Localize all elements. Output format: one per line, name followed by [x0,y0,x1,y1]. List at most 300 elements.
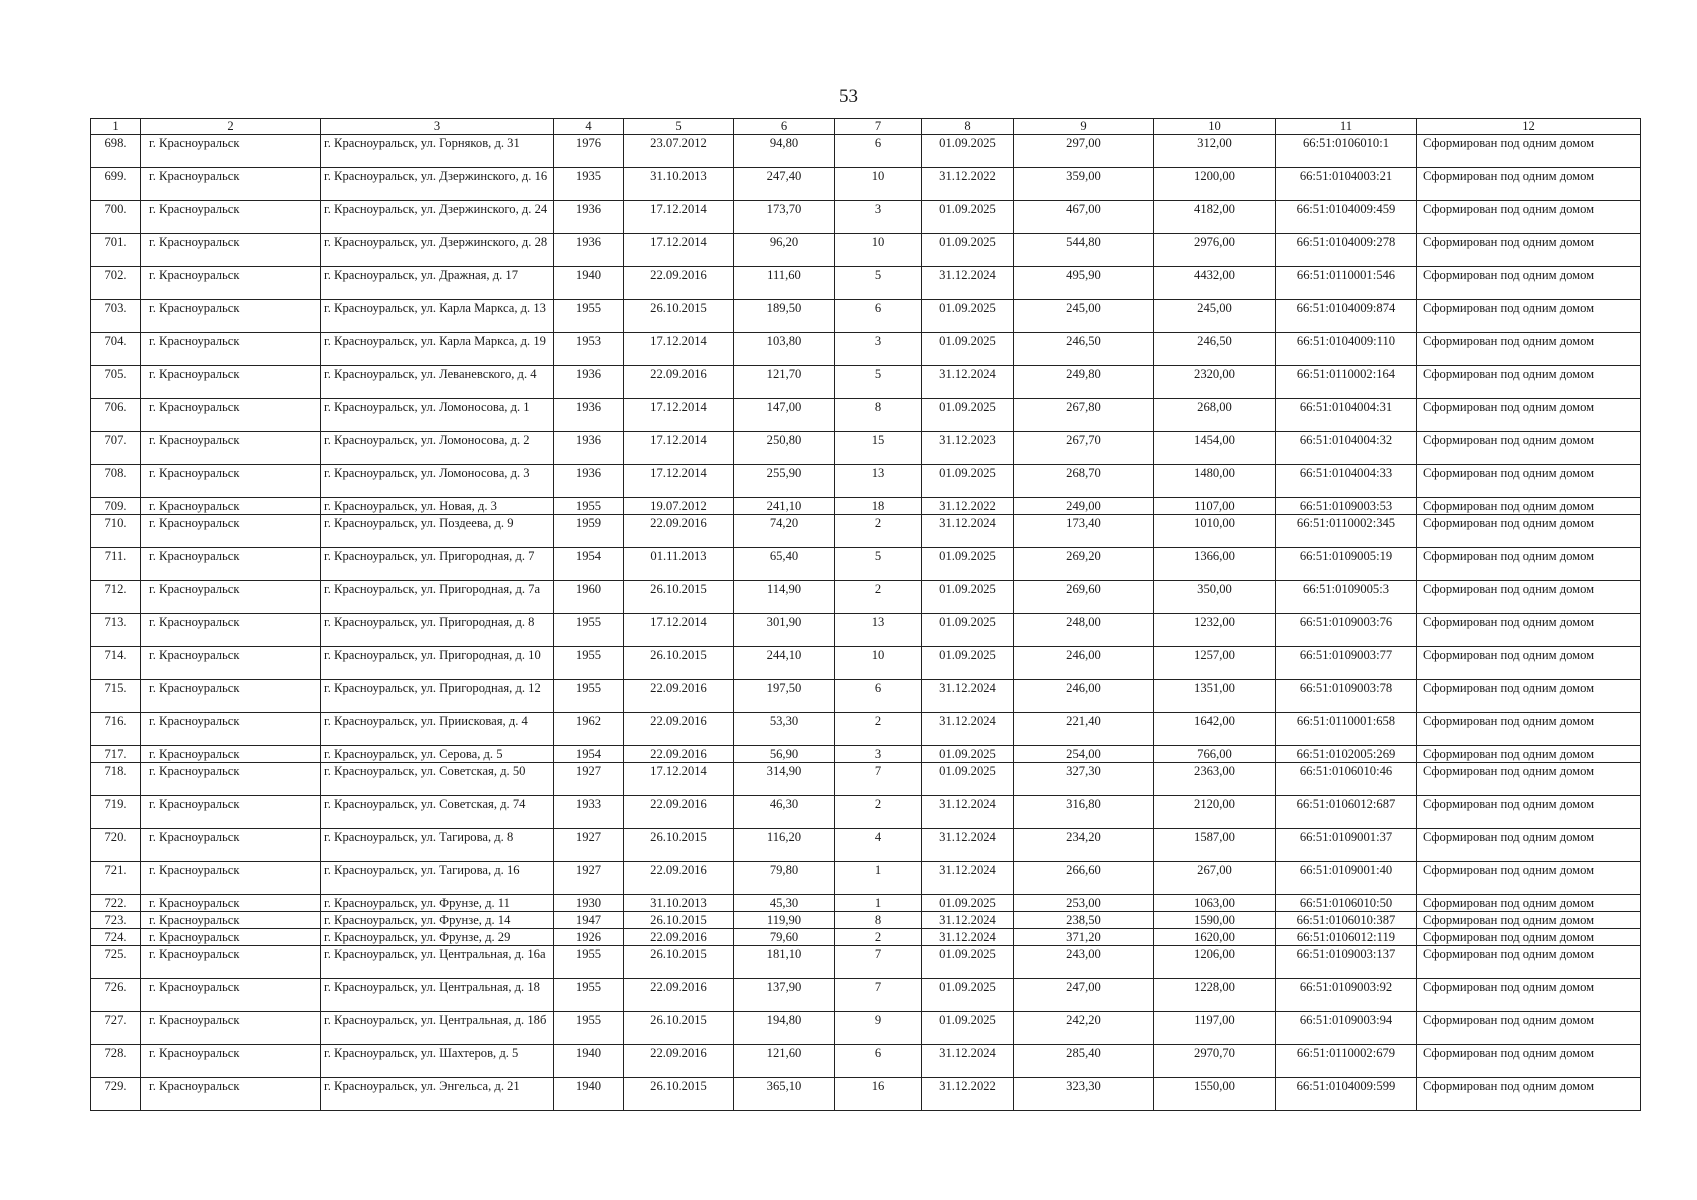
cadastral-number-cell: 66:51:0106012:119 [1276,929,1417,946]
cadastral-number-cell: 66:51:0109003:78 [1276,680,1417,713]
value-col9-cell: 221,40 [1014,713,1154,746]
date-cell: 22.09.2016 [624,979,734,1012]
row-number-cell: 704. [91,333,141,366]
deadline-cell: 01.09.2025 [922,581,1014,614]
row-number-cell: 729. [91,1078,141,1111]
deadline-cell: 31.12.2022 [922,498,1014,515]
value-col10-cell: 1063,00 [1154,895,1276,912]
city-cell: г. Красноуральск [141,713,321,746]
year-built-cell: 1927 [554,829,624,862]
address-cell: г. Красноуральск, ул. Пригородная, д. 7а [321,581,554,614]
table-row [91,929,1641,946]
value-col9-cell: 285,40 [1014,1045,1154,1078]
date-cell: 17.12.2014 [624,201,734,234]
status-cell: Сформирован под одним домом [1417,548,1641,581]
address-cell: г. Красноуральск, ул. Центральная, д. 18 [321,979,554,1012]
cadastral-number-cell: 66:51:0104003:21 [1276,168,1417,201]
count-cell: 7 [835,946,922,979]
year-built-cell: 1940 [554,267,624,300]
column-header: 1 [91,119,141,135]
area-cell: 301,90 [734,614,835,647]
column-header: 6 [734,119,835,135]
area-cell: 79,80 [734,862,835,895]
count-cell: 10 [835,234,922,267]
cadastral-number-cell: 66:51:0106010:46 [1276,763,1417,796]
cadastral-number-cell: 66:51:0104004:33 [1276,465,1417,498]
year-built-cell: 1940 [554,1045,624,1078]
area-cell: 119,90 [734,912,835,929]
year-built-cell: 1955 [554,614,624,647]
count-cell: 15 [835,432,922,465]
column-header: 2 [141,119,321,135]
row-number-cell: 728. [91,1045,141,1078]
area-cell: 247,40 [734,168,835,201]
area-cell: 65,40 [734,548,835,581]
value-col10-cell: 1550,00 [1154,1078,1276,1111]
address-cell: г. Красноуральск, ул. Дзержинского, д. 28 [321,234,554,267]
date-cell: 17.12.2014 [624,399,734,432]
address-cell: г. Красноуральск, ул. Ломоносова, д. 3 [321,465,554,498]
value-col9-cell: 247,00 [1014,979,1154,1012]
cadastral-number-cell: 66:51:0110002:345 [1276,515,1417,548]
address-cell: г. Красноуральск, ул. Пригородная, д. 7 [321,548,554,581]
row-number-cell: 711. [91,548,141,581]
value-col10-cell: 1010,00 [1154,515,1276,548]
cadastral-number-cell: 66:51:0106010:50 [1276,895,1417,912]
date-cell: 26.10.2015 [624,581,734,614]
value-col9-cell: 359,00 [1014,168,1154,201]
column-header: 10 [1154,119,1276,135]
value-col10-cell: 766,00 [1154,746,1276,763]
row-number-cell: 717. [91,746,141,763]
city-cell: г. Красноуральск [141,432,321,465]
row-number-cell: 706. [91,399,141,432]
value-col9-cell: 327,30 [1014,763,1154,796]
date-cell: 31.10.2013 [624,168,734,201]
status-cell: Сформирован под одним домом [1417,465,1641,498]
status-cell: Сформирован под одним домом [1417,713,1641,746]
table-row [91,465,1641,498]
status-cell: Сформирован под одним домом [1417,1045,1641,1078]
column-header: 12 [1417,119,1641,135]
city-cell: г. Красноуральск [141,168,321,201]
count-cell: 7 [835,979,922,1012]
row-number-cell: 724. [91,929,141,946]
deadline-cell: 31.12.2024 [922,713,1014,746]
count-cell: 3 [835,201,922,234]
year-built-cell: 1927 [554,763,624,796]
value-col10-cell: 1587,00 [1154,829,1276,862]
table-row [91,515,1641,548]
row-number-cell: 698. [91,135,141,168]
area-cell: 194,80 [734,1012,835,1045]
year-built-cell: 1959 [554,515,624,548]
count-cell: 6 [835,135,922,168]
address-cell: г. Красноуральск, ул. Новая, д. 3 [321,498,554,515]
area-cell: 197,50 [734,680,835,713]
cadastral-number-cell: 66:51:0104009:459 [1276,201,1417,234]
column-header: 11 [1276,119,1417,135]
deadline-cell: 01.09.2025 [922,234,1014,267]
area-cell: 241,10 [734,498,835,515]
status-cell: Сформирован под одним домом [1417,912,1641,929]
date-cell: 17.12.2014 [624,432,734,465]
status-cell: Сформирован под одним домом [1417,432,1641,465]
status-cell: Сформирован под одним домом [1417,135,1641,168]
value-col9-cell: 266,60 [1014,862,1154,895]
date-cell: 22.09.2016 [624,713,734,746]
city-cell: г. Красноуральск [141,763,321,796]
value-col9-cell: 248,00 [1014,614,1154,647]
address-cell: г. Красноуральск, ул. Горняков, д. 31 [321,135,554,168]
value-col9-cell: 267,80 [1014,399,1154,432]
address-cell: г. Красноуральск, ул. Советская, д. 74 [321,796,554,829]
area-cell: 173,70 [734,201,835,234]
city-cell: г. Красноуральск [141,929,321,946]
date-cell: 22.09.2016 [624,515,734,548]
year-built-cell: 1926 [554,929,624,946]
city-cell: г. Красноуральск [141,399,321,432]
value-col9-cell: 267,70 [1014,432,1154,465]
date-cell: 26.10.2015 [624,1078,734,1111]
row-number-cell: 723. [91,912,141,929]
status-cell: Сформирован под одним домом [1417,763,1641,796]
date-cell: 26.10.2015 [624,1012,734,1045]
status-cell: Сформирован под одним домом [1417,581,1641,614]
cadastral-number-cell: 66:51:0110001:546 [1276,267,1417,300]
deadline-cell: 01.09.2025 [922,895,1014,912]
deadline-cell: 01.09.2025 [922,399,1014,432]
count-cell: 7 [835,763,922,796]
date-cell: 31.10.2013 [624,895,734,912]
value-col10-cell: 2976,00 [1154,234,1276,267]
value-col9-cell: 246,00 [1014,680,1154,713]
year-built-cell: 1955 [554,647,624,680]
city-cell: г. Красноуральск [141,515,321,548]
row-number-cell: 709. [91,498,141,515]
year-built-cell: 1955 [554,680,624,713]
value-col9-cell: 245,00 [1014,300,1154,333]
area-cell: 189,50 [734,300,835,333]
value-col10-cell: 1454,00 [1154,432,1276,465]
row-number-cell: 718. [91,763,141,796]
city-cell: г. Красноуральск [141,979,321,1012]
address-cell: г. Красноуральск, ул. Советская, д. 50 [321,763,554,796]
value-col9-cell: 269,60 [1014,581,1154,614]
area-cell: 147,00 [734,399,835,432]
date-cell: 17.12.2014 [624,465,734,498]
value-col9-cell: 371,20 [1014,929,1154,946]
address-cell: г. Красноуральск, ул. Дзержинского, д. 24 [321,201,554,234]
count-cell: 5 [835,267,922,300]
value-col9-cell: 544,80 [1014,234,1154,267]
city-cell: г. Красноуральск [141,333,321,366]
year-built-cell: 1955 [554,979,624,1012]
status-cell: Сформирован под одним домом [1417,862,1641,895]
cadastral-number-cell: 66:51:0109001:40 [1276,862,1417,895]
address-cell: г. Красноуральск, ул. Дзержинского, д. 16 [321,168,554,201]
deadline-cell: 31.12.2024 [922,929,1014,946]
value-col9-cell: 242,20 [1014,1012,1154,1045]
column-header-row [91,119,1641,135]
column-header: 5 [624,119,734,135]
year-built-cell: 1962 [554,713,624,746]
date-cell: 22.09.2016 [624,366,734,399]
address-cell: г. Красноуральск, ул. Фрунзе, д. 11 [321,895,554,912]
date-cell: 26.10.2015 [624,829,734,862]
value-col9-cell: 297,00 [1014,135,1154,168]
column-header: 3 [321,119,554,135]
cadastral-number-cell: 66:51:0104004:31 [1276,399,1417,432]
row-number-cell: 707. [91,432,141,465]
cadastral-number-cell: 66:51:0104009:110 [1276,333,1417,366]
city-cell: г. Красноуральск [141,1012,321,1045]
table-row [91,647,1641,680]
city-cell: г. Красноуральск [141,1045,321,1078]
address-cell: г. Красноуральск, ул. Энгельса, д. 21 [321,1078,554,1111]
status-cell: Сформирован под одним домом [1417,366,1641,399]
value-col9-cell: 269,20 [1014,548,1154,581]
city-cell: г. Красноуральск [141,862,321,895]
table-row [91,862,1641,895]
deadline-cell: 31.12.2024 [922,1045,1014,1078]
status-cell: Сформирован под одним домом [1417,929,1641,946]
area-cell: 74,20 [734,515,835,548]
cadastral-number-cell: 66:51:0109003:137 [1276,946,1417,979]
status-cell: Сформирован под одним домом [1417,1012,1641,1045]
table-row [91,201,1641,234]
year-built-cell: 1936 [554,465,624,498]
value-col9-cell: 495,90 [1014,267,1154,300]
date-cell: 26.10.2015 [624,300,734,333]
city-cell: г. Красноуральск [141,465,321,498]
count-cell: 8 [835,399,922,432]
year-built-cell: 1955 [554,1012,624,1045]
address-cell: г. Красноуральск, ул. Поздеева, д. 9 [321,515,554,548]
count-cell: 5 [835,548,922,581]
status-cell: Сформирован под одним домом [1417,614,1641,647]
count-cell: 8 [835,912,922,929]
value-col10-cell: 1620,00 [1154,929,1276,946]
deadline-cell: 01.09.2025 [922,763,1014,796]
column-header: 8 [922,119,1014,135]
row-number-cell: 713. [91,614,141,647]
deadline-cell: 31.12.2024 [922,912,1014,929]
status-cell: Сформирован под одним домом [1417,168,1641,201]
address-cell: г. Красноуральск, ул. Центральная, д. 16а [321,946,554,979]
deadline-cell: 31.12.2023 [922,432,1014,465]
city-cell: г. Красноуральск [141,234,321,267]
date-cell: 17.12.2014 [624,234,734,267]
city-cell: г. Красноуральск [141,135,321,168]
count-cell: 10 [835,647,922,680]
count-cell: 2 [835,581,922,614]
address-cell: г. Красноуральск, ул. Серова, д. 5 [321,746,554,763]
date-cell: 17.12.2014 [624,763,734,796]
status-cell: Сформирован под одним домом [1417,333,1641,366]
table-row [91,912,1641,929]
row-number-cell: 710. [91,515,141,548]
row-number-cell: 714. [91,647,141,680]
status-cell: Сформирован под одним домом [1417,201,1641,234]
city-cell: г. Красноуральск [141,548,321,581]
date-cell: 17.12.2014 [624,614,734,647]
value-col9-cell: 467,00 [1014,201,1154,234]
count-cell: 2 [835,713,922,746]
value-col10-cell: 1642,00 [1154,713,1276,746]
value-col9-cell: 268,70 [1014,465,1154,498]
row-number-cell: 722. [91,895,141,912]
value-col10-cell: 2970,70 [1154,1045,1276,1078]
year-built-cell: 1936 [554,432,624,465]
area-cell: 53,30 [734,713,835,746]
date-cell: 22.09.2016 [624,680,734,713]
cadastral-number-cell: 66:51:0104004:32 [1276,432,1417,465]
city-cell: г. Красноуральск [141,267,321,300]
year-built-cell: 1930 [554,895,624,912]
deadline-cell: 01.09.2025 [922,548,1014,581]
row-number-cell: 727. [91,1012,141,1045]
value-col9-cell: 316,80 [1014,796,1154,829]
row-number-cell: 721. [91,862,141,895]
area-cell: 121,60 [734,1045,835,1078]
table-row [91,333,1641,366]
city-cell: г. Красноуральск [141,1078,321,1111]
year-built-cell: 1936 [554,399,624,432]
cadastral-number-cell: 66:51:0104009:874 [1276,300,1417,333]
column-header: 9 [1014,119,1154,135]
city-cell: г. Красноуральск [141,895,321,912]
count-cell: 2 [835,929,922,946]
value-col9-cell: 243,00 [1014,946,1154,979]
address-cell: г. Красноуральск, ул. Карла Маркса, д. 13 [321,300,554,333]
date-cell: 22.09.2016 [624,1045,734,1078]
count-cell: 2 [835,796,922,829]
value-col9-cell: 323,30 [1014,1078,1154,1111]
count-cell: 16 [835,1078,922,1111]
date-cell: 22.09.2016 [624,796,734,829]
address-cell: г. Красноуральск, ул. Приисковая, д. 4 [321,713,554,746]
value-col10-cell: 1228,00 [1154,979,1276,1012]
count-cell: 4 [835,829,922,862]
area-cell: 121,70 [734,366,835,399]
address-cell: г. Красноуральск, ул. Тагирова, д. 16 [321,862,554,895]
year-built-cell: 1940 [554,1078,624,1111]
city-cell: г. Красноуральск [141,647,321,680]
row-number-cell: 700. [91,201,141,234]
value-col10-cell: 1232,00 [1154,614,1276,647]
year-built-cell: 1936 [554,201,624,234]
cadastral-number-cell: 66:51:0109001:37 [1276,829,1417,862]
row-number-cell: 702. [91,267,141,300]
table-row [91,432,1641,465]
table-row [91,796,1641,829]
value-col10-cell: 1351,00 [1154,680,1276,713]
area-cell: 244,10 [734,647,835,680]
deadline-cell: 01.09.2025 [922,647,1014,680]
deadline-cell: 01.09.2025 [922,333,1014,366]
count-cell: 3 [835,746,922,763]
cadastral-number-cell: 66:51:0109005:3 [1276,581,1417,614]
city-cell: г. Красноуральск [141,746,321,763]
value-col10-cell: 2120,00 [1154,796,1276,829]
status-cell: Сформирован под одним домом [1417,234,1641,267]
count-cell: 2 [835,515,922,548]
address-cell: г. Красноуральск, ул. Карла Маркса, д. 19 [321,333,554,366]
area-cell: 250,80 [734,432,835,465]
row-number-cell: 726. [91,979,141,1012]
value-col9-cell: 249,80 [1014,366,1154,399]
value-col10-cell: 1366,00 [1154,548,1276,581]
status-cell: Сформирован под одним домом [1417,647,1641,680]
address-cell: г. Красноуральск, ул. Дражная, д. 17 [321,267,554,300]
area-cell: 137,90 [734,979,835,1012]
area-cell: 111,60 [734,267,835,300]
cadastral-number-cell: 66:51:0102005:269 [1276,746,1417,763]
area-cell: 45,30 [734,895,835,912]
status-cell: Сформирован под одним домом [1417,267,1641,300]
deadline-cell: 01.09.2025 [922,946,1014,979]
cadastral-number-cell: 66:51:0109005:19 [1276,548,1417,581]
deadline-cell: 31.12.2024 [922,515,1014,548]
value-col10-cell: 312,00 [1154,135,1276,168]
area-cell: 56,90 [734,746,835,763]
table-row [91,746,1641,763]
address-cell: г. Красноуральск, ул. Пригородная, д. 8 [321,614,554,647]
status-cell: Сформирован под одним домом [1417,946,1641,979]
table-row [91,895,1641,912]
area-cell: 96,20 [734,234,835,267]
table-row [91,548,1641,581]
table-row [91,366,1641,399]
table-row [91,1078,1641,1111]
deadline-cell: 01.09.2025 [922,465,1014,498]
table-row [91,680,1641,713]
status-cell: Сформирован под одним домом [1417,515,1641,548]
city-cell: г. Красноуральск [141,946,321,979]
count-cell: 1 [835,862,922,895]
value-col9-cell: 173,40 [1014,515,1154,548]
count-cell: 13 [835,465,922,498]
row-number-cell: 701. [91,234,141,267]
cadastral-number-cell: 66:51:0110002:164 [1276,366,1417,399]
value-col10-cell: 1590,00 [1154,912,1276,929]
count-cell: 13 [835,614,922,647]
column-header: 7 [835,119,922,135]
year-built-cell: 1955 [554,946,624,979]
year-built-cell: 1947 [554,912,624,929]
cadastral-number-cell: 66:51:0104009:599 [1276,1078,1417,1111]
deadline-cell: 01.09.2025 [922,300,1014,333]
cadastral-number-cell: 66:51:0109003:76 [1276,614,1417,647]
year-built-cell: 1927 [554,862,624,895]
row-number-cell: 703. [91,300,141,333]
area-cell: 314,90 [734,763,835,796]
area-cell: 103,80 [734,333,835,366]
address-cell: г. Красноуральск, ул. Фрунзе, д. 29 [321,929,554,946]
cadastral-number-cell: 66:51:0109003:92 [1276,979,1417,1012]
year-built-cell: 1960 [554,581,624,614]
deadline-cell: 01.09.2025 [922,979,1014,1012]
cadastral-number-cell: 66:51:0106010:387 [1276,912,1417,929]
city-cell: г. Красноуральск [141,366,321,399]
status-cell: Сформирован под одним домом [1417,1078,1641,1111]
address-cell: г. Красноуральск, ул. Пригородная, д. 12 [321,680,554,713]
deadline-cell: 31.12.2024 [922,680,1014,713]
cadastral-number-cell: 66:51:0109003:53 [1276,498,1417,515]
area-cell: 365,10 [734,1078,835,1111]
table-row [91,498,1641,515]
